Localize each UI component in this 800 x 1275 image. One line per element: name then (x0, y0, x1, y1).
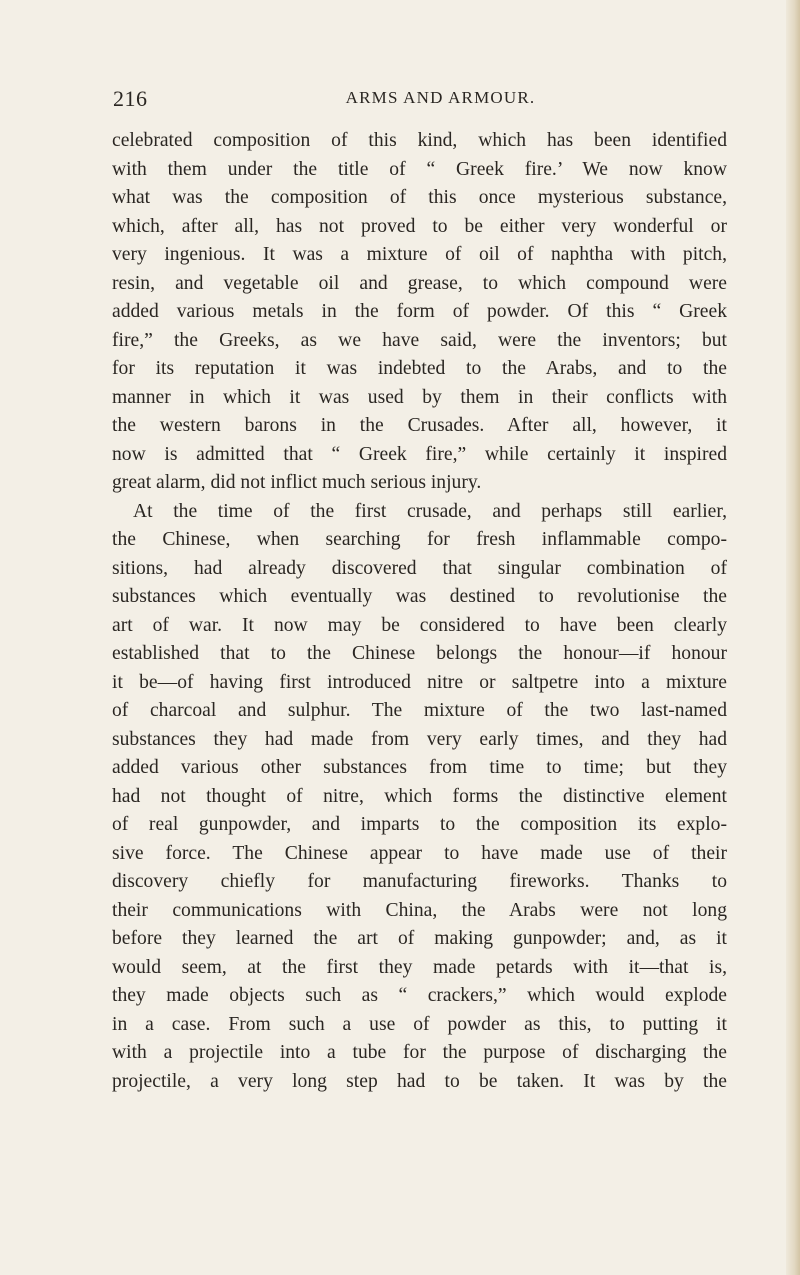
text-line: before they learned the art of making gunpowder; and, as it (112, 928, 727, 949)
text-line: added various metals in the form of powder. Of this “ Greek (112, 301, 727, 322)
text-line: now is admitted that “ Greek fire,” while certainly it inspired (112, 443, 727, 465)
text-line: At the time of the first crusade, and perhaps still earlier, (133, 500, 727, 522)
text-line: established that to the Chinese belongs the honour—if honour (112, 643, 727, 664)
text-line: manner in which it was used by them in their conflicts with (112, 386, 727, 408)
running-title: ARMS AND ARMOUR. (345, 88, 536, 107)
text-line: art of war. It now may be considered to have been clearly (112, 614, 727, 636)
text-line: for its reputation it was indebted to the Arabs, and to the (112, 358, 727, 379)
page-edge-shadow (786, 0, 800, 1275)
page-number: 216 (113, 86, 148, 111)
text-line: what was the composition of this once mysterious substance, (112, 187, 727, 208)
text-line: substances they had made from very early times, and they had (112, 728, 727, 750)
text-line: in a case. From such a use of powder as this, to putting it (112, 1013, 727, 1035)
text-line: with them under the title of “ Greek fire.’ We now know (112, 158, 727, 180)
text-line: celebrated composition of this kind, which has been identified (112, 130, 727, 151)
text-line: which, after all, has not proved to be either very wonderful or (112, 215, 727, 237)
body-text (112, 127, 727, 1096)
text-line: very ingenious. It was a mixture of oil of naphtha with pitch, (112, 244, 727, 265)
text-line: resin, and vegetable oil and grease, to which compound were (112, 272, 727, 294)
text-line: had not thought of nitre, which forms the distinctive element (112, 785, 727, 807)
text-line: with a projectile into a tube for the purpose of discharging the (112, 1042, 727, 1063)
text-line: sive force. The Chinese appear to have made use of their (112, 842, 727, 864)
text-line: it be—of having first introduced nitre or saltpetre into a mixture (112, 671, 727, 693)
text-line: sitions, had already discovered that singular combination of (112, 557, 727, 579)
text-line: they made objects such as “ crackers,” which would explode (112, 985, 727, 1006)
text-line: their communications with China, the Arabs were not long (112, 899, 727, 921)
text-line: added various other substances from time to time; but they (112, 757, 727, 778)
text-line: discovery chiefly for manufacturing fireworks. Thanks to (112, 871, 727, 892)
text-line: the western barons in the Crusades. After all, however, it (112, 415, 727, 436)
running-head (113, 86, 728, 116)
text-line: of real gunpowder, and imparts to the composition its explo- (112, 814, 727, 835)
text-line: fire,” the Greeks, as we have said, were the inventors; but (112, 329, 727, 351)
text-line: the Chinese, when searching for fresh inflammable compo- (112, 529, 727, 550)
text-line: projectile, a very long step had to be taken. It was by the (112, 1070, 727, 1092)
text-line: would seem, at the first they made petards with it—that is, (112, 956, 727, 978)
text-line: great alarm, did not inflict much serious injury. (112, 472, 482, 493)
text-line: substances which eventually was destined to revolutionise the (112, 586, 727, 607)
text-line: of charcoal and sulphur. The mixture of the two last-named (112, 700, 727, 721)
